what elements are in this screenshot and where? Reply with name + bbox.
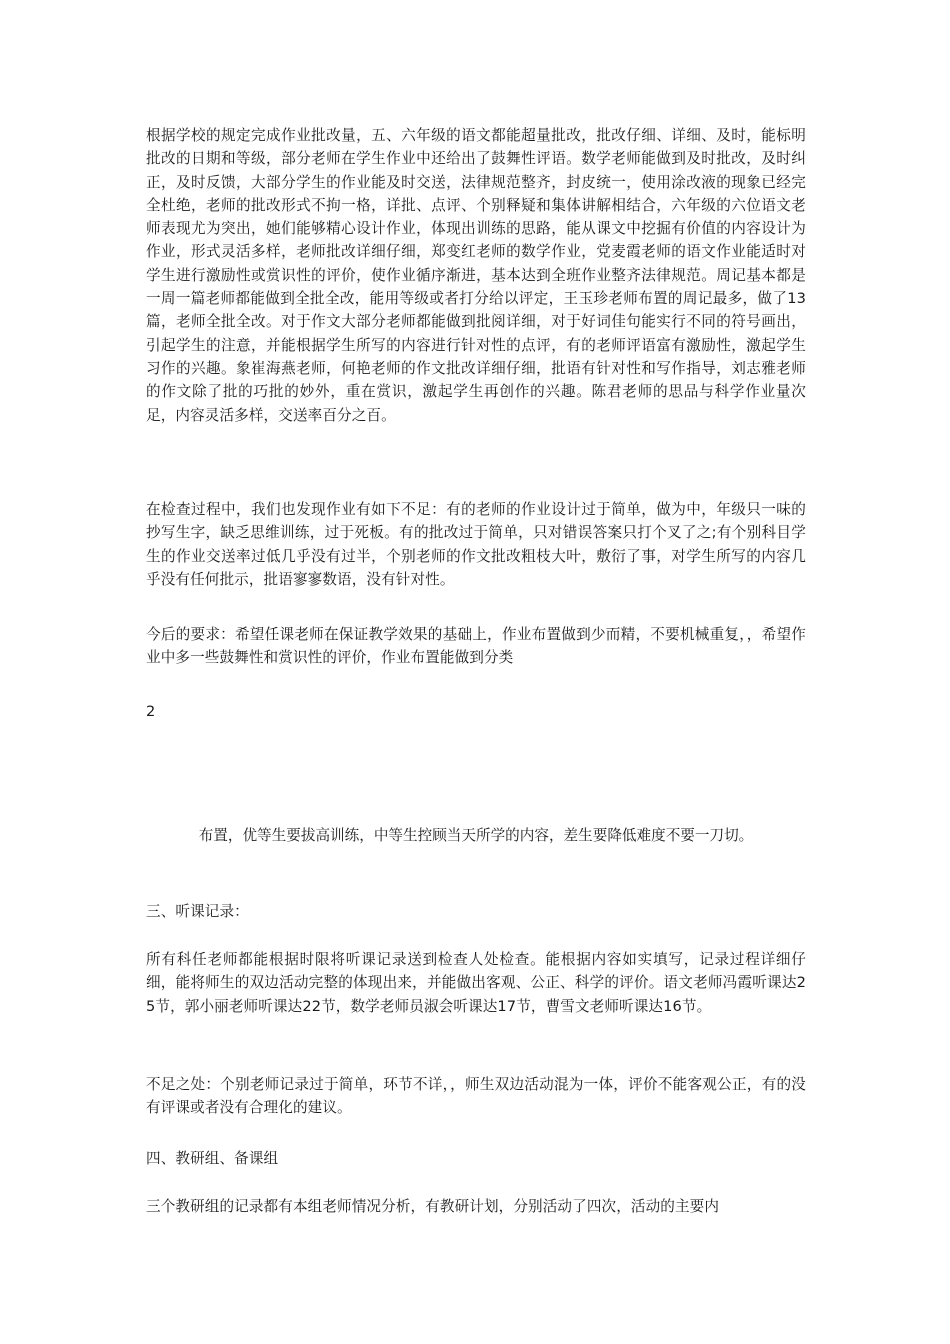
lesson-records-paragraph: 所有科任老师都能根据时限将听课记录送到检查人处检查。能根据内容如实填写，记录过程详细仔细，能将师生的双边活动完整的体现出来，并能做出客观、公正、科学的评价。语文老师冯霞听课达25节，郭小丽老师听课达22节，数学老师员淑会听课达17节，曹雪文老师听课达16节。 <box>146 951 806 1015</box>
research-groups-paragraph: 三个教研组的记录都有本组老师情况分析，有教研计划，分别活动了四次，活动的主要内 <box>146 1198 720 1215</box>
continued-line: 布置，优等生要拔高训练，中等生控顾当天所学的内容，差生要降低难度不要一刀切。 <box>198 827 754 844</box>
page-number: 2 <box>146 703 156 720</box>
lesson-records-shortcomings-paragraph: 不足之处：个别老师记录过于简单，环节不详，，师生双边活动混为一体，评价不能客观公正，有的没有评课或者没有合理化的建议。 <box>146 1076 806 1117</box>
homework-review-paragraph: 根据学校的规定完成作业批改量，五、六年级的语文都能超量批改，批改仔细、详细、及时，能标明批改的日期和等级，部分老师在学生作业中还给出了鼓舞性评语。数学老师能做到及时批改，及时纠正，及时反馈，大部分学生的作业能及时交送，法律规范整齐，封皮统一，使用涂改液的现象已经完全杜绝，老师的批改形式不拘一格，详批、点评、个别释疑和集体讲解相结合，六年级的六位语文老师表现尤为突出，她们能够精心设计作业，体现出训练的思路，能从课文中挖掘有价值的内容设计为作业，形式灵活多样，老师批改详细仔细，郑变红老师的数学作业，党麦霞老师的语文作业能适时对学生进行激励性或赏识性的评价，使作业循序渐进，基本达到全班作业整齐法律规范。周记基本都是一周一篇老师都能做到全批全改，能用等级或者打分给以评定，王玉珍老师布置的周记最多，做了13篇，老师全批全改。对于作文大部分老师都能做到批阅详细，对于好词佳句能实行不同的符号画出，引起学生的注意，并能根据学生所写的内容进行针对性的点评，有的老师评语富有激励性，激起学生习作的兴趣。象崔海燕老师，何艳老师的作文批改详细仔细，批语有针对性和写作指导，刘志雅老师的作文除了批的巧批的妙外，重在赏识，激起学生再创作的兴趣。陈君老师的思品与科学作业量次足，内容灵活多样，交送率百分之百。 <box>146 127 806 424</box>
future-requirements-paragraph: 今后的要求：希望任课老师在保证教学效果的基础上，作业布置做到少而精，不要机械重复，，希望作业中多一些鼓舞性和赏识性的评价，作业布置能做到分类 <box>146 626 806 667</box>
section-heading-lesson-records: 三、听课记录： <box>146 903 249 920</box>
section-heading-research-groups: 四、教研组、备课组 <box>146 1150 279 1167</box>
homework-shortcomings-paragraph: 在检查过程中，我们也发现作业有如下不足：有的老师的作业设计过于简单，做为中，年级只一味的抄写生字，缺乏思维训练，过于死板。有的批改过于简单，只对错误答案只打个叉了之;有个别科目学生的作业交送率过低几乎没有过半，个别老师的作文批改粗枝大叶，敷衍了事，对学生所写的内容几乎没有任何批示，批语寥寥数语，没有针对性。 <box>146 501 806 588</box>
